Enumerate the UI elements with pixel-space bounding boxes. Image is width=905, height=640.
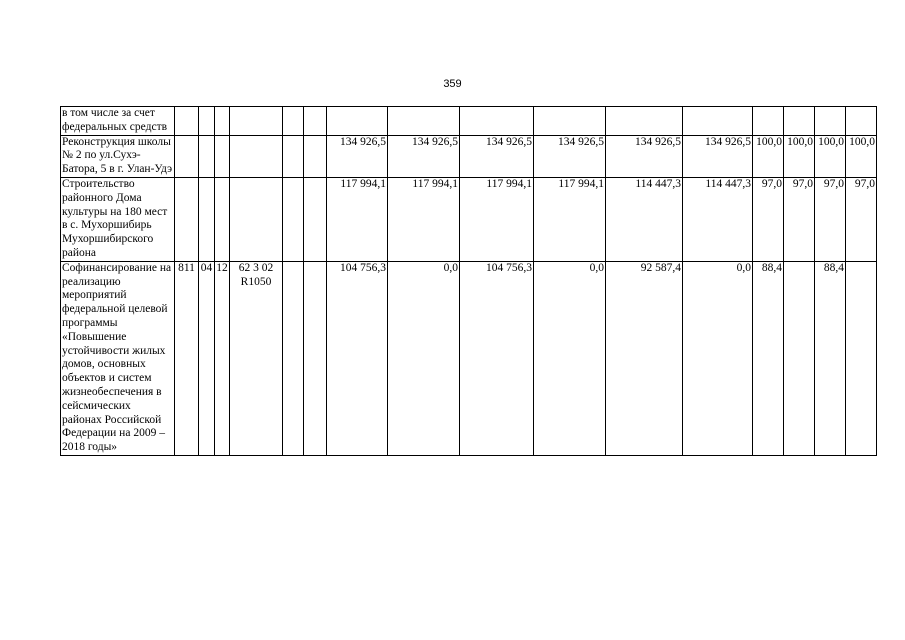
section-code: 04: [199, 261, 215, 455]
value-cell: 92 587,4: [606, 261, 683, 455]
value-cell: 117 994,1: [327, 177, 388, 261]
percent-cell: 97,0: [846, 177, 877, 261]
value-cell: 134 926,5: [388, 135, 460, 177]
value-cell: 117 994,1: [534, 177, 606, 261]
row-name: в том числе за счет федеральных средств: [61, 107, 175, 136]
table-row: [61, 261, 877, 455]
value-cell: 114 447,3: [683, 177, 753, 261]
value-cell: [327, 107, 388, 136]
percent-cell: [784, 261, 815, 455]
target-code: [230, 177, 283, 261]
subsection-code: [215, 135, 230, 177]
blank-cell: [304, 135, 327, 177]
target-code: 62 3 02 R1050: [230, 261, 283, 455]
value-cell: [606, 107, 683, 136]
percent-cell: 100,0: [846, 135, 877, 177]
section-code: [199, 107, 215, 136]
percent-cell: 97,0: [753, 177, 784, 261]
admin-code: [175, 177, 199, 261]
percent-cell: [753, 107, 784, 136]
table-row: [61, 177, 877, 261]
expense-type-code: [283, 261, 304, 455]
budget-table: [60, 106, 877, 456]
blank-cell: [304, 261, 327, 455]
subsection-code: 12: [215, 261, 230, 455]
value-cell: 104 756,3: [327, 261, 388, 455]
table-row: [61, 135, 877, 177]
target-code: [230, 107, 283, 136]
row-name: Реконструкция школы № 2 по ул.Сухэ-Батора, 5 в г. Улан-Удэ: [61, 135, 175, 177]
percent-cell: 88,4: [753, 261, 784, 455]
admin-code: [175, 107, 199, 136]
percent-cell: 100,0: [815, 135, 846, 177]
value-cell: 0,0: [388, 261, 460, 455]
page-number: 359: [443, 78, 462, 90]
value-cell: 114 447,3: [606, 177, 683, 261]
value-cell: 117 994,1: [460, 177, 534, 261]
value-cell: 117 994,1: [388, 177, 460, 261]
percent-cell: [784, 107, 815, 136]
admin-code: [175, 135, 199, 177]
section-code: [199, 135, 215, 177]
value-cell: 104 756,3: [460, 261, 534, 455]
percent-cell: 88,4: [815, 261, 846, 455]
row-name: Строительство районного Дома культуры на 180 мест в с. Мухоршибирь Мухоршибирского района: [61, 177, 175, 261]
percent-cell: 100,0: [784, 135, 815, 177]
value-cell: 134 926,5: [534, 135, 606, 177]
value-cell: 134 926,5: [606, 135, 683, 177]
admin-code: 811: [175, 261, 199, 455]
value-cell: 134 926,5: [683, 135, 753, 177]
percent-cell: [815, 107, 846, 136]
row-name: Софинансирование на реализацию мероприятий федеральной целевой программы «Повышение устойчивости жилых домов, основных объектов и систем жизнеобеспечения в сейсмических районах Российской Федерации на 2009 – 2018 годы»: [61, 261, 175, 455]
value-cell: [534, 107, 606, 136]
expense-type-code: [283, 107, 304, 136]
value-cell: 0,0: [534, 261, 606, 455]
value-cell: [388, 107, 460, 136]
table-row: [61, 107, 877, 136]
expense-type-code: [283, 177, 304, 261]
target-code: [230, 135, 283, 177]
percent-cell: 97,0: [815, 177, 846, 261]
blank-cell: [304, 107, 327, 136]
value-cell: 0,0: [683, 261, 753, 455]
percent-cell: 100,0: [753, 135, 784, 177]
expense-type-code: [283, 135, 304, 177]
blank-cell: [304, 177, 327, 261]
section-code: [199, 177, 215, 261]
percent-cell: [846, 261, 877, 455]
subsection-code: [215, 177, 230, 261]
value-cell: 134 926,5: [460, 135, 534, 177]
percent-cell: [846, 107, 877, 136]
percent-cell: 97,0: [784, 177, 815, 261]
subsection-code: [215, 107, 230, 136]
value-cell: [683, 107, 753, 136]
value-cell: 134 926,5: [327, 135, 388, 177]
value-cell: [460, 107, 534, 136]
